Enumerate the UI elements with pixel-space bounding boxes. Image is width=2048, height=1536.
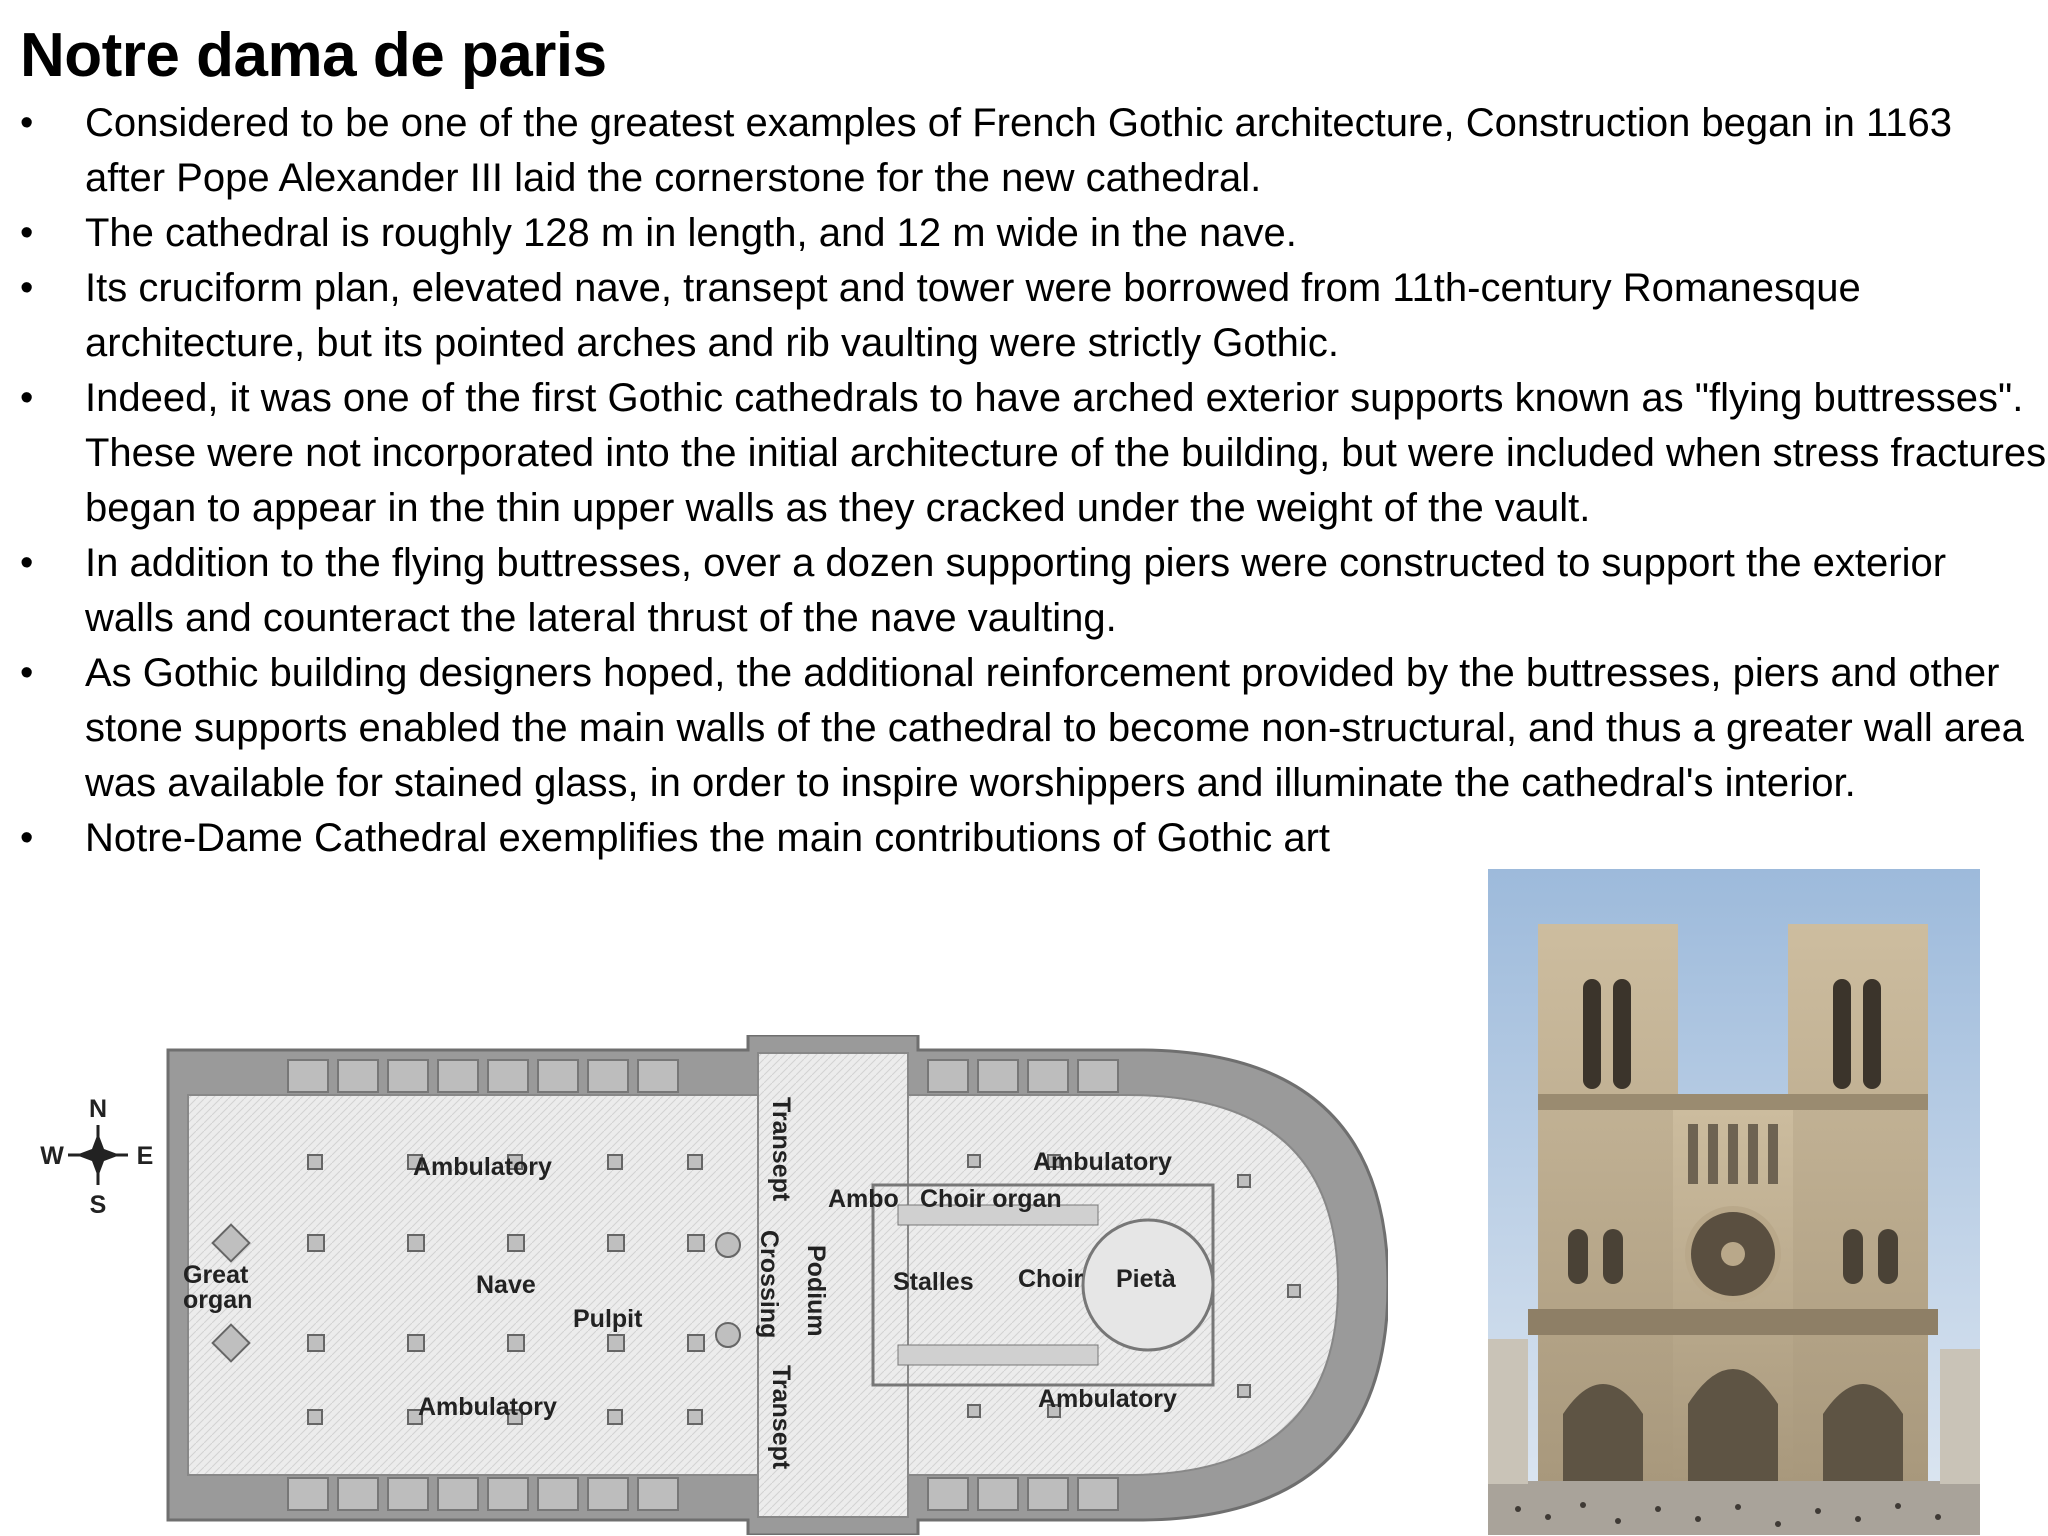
- plan-label-stalles: Stalles: [893, 1268, 974, 1296]
- plan-label-podium: Podium: [802, 1245, 830, 1337]
- bullet-text: The cathedral is roughly 128 m in length, and 12 m wide in the nave.: [85, 211, 1297, 255]
- bullet-text: In addition to the flying buttresses, over a dozen supporting piers were constructed to support the exterior walls and counteract the lateral thrust of the nave vaulting.: [85, 541, 1947, 640]
- plan-label-ambulatory: Ambulatory: [413, 1153, 552, 1181]
- bullet-icon: •: [20, 267, 34, 309]
- plan-label-choir-organ: Choir organ: [920, 1185, 1062, 1213]
- page-title: Notre dama de paris: [20, 21, 607, 90]
- plan-label-pieta: Pietà: [1116, 1265, 1176, 1293]
- bullet-item: [20, 371, 2048, 536]
- bullet-item: [20, 206, 2040, 261]
- plan-label-transept: Transept: [767, 1365, 795, 1470]
- plan-label-pulpit: Pulpit: [573, 1305, 643, 1333]
- bullet-item: [20, 811, 2040, 866]
- bullet-item: [20, 96, 2040, 206]
- plan-label-transept: Transept: [767, 1097, 795, 1202]
- bullet-item: [20, 536, 2040, 646]
- compass-n: N: [88, 1095, 108, 1123]
- plan-label-nave: Nave: [476, 1271, 536, 1299]
- compass-icon: [68, 1125, 128, 1185]
- bullet-text: Its cruciform plan, elevated nave, transept and tower were borrowed from 11th-century Romanesque architecture, but its pointed arches and rib vaulting were strictly Gothic.: [85, 266, 1861, 365]
- bullet-text: Considered to be one of the greatest examples of French Gothic architecture, Construction began in 1163 after Pope Alexander III laid the cornerstone for the new cathedral.: [85, 101, 1953, 200]
- bullet-item: [20, 261, 2040, 371]
- bullet-icon: •: [20, 652, 34, 694]
- plan-label-great: Great: [183, 1261, 249, 1289]
- cathedral-photo: [1488, 869, 1980, 1535]
- bullet-icon: •: [20, 542, 34, 584]
- bullet-list: [20, 96, 2047, 866]
- plan-label-ambulatory: Ambulatory: [1033, 1148, 1172, 1176]
- bullet-text: Notre-Dame Cathedral exemplifies the main contributions of Gothic art: [85, 816, 1330, 860]
- plan-label-organ: organ: [183, 1286, 253, 1314]
- compass-w: W: [40, 1142, 64, 1170]
- bullet-icon: •: [20, 212, 34, 254]
- compass-s: S: [89, 1191, 107, 1219]
- bullet-icon: •: [20, 377, 34, 419]
- bullet-item: [20, 646, 2045, 811]
- plan-label-ambulatory: Ambulatory: [1038, 1385, 1177, 1413]
- plan-label-crossing: Crossing: [755, 1230, 783, 1339]
- bullet-text: Indeed, it was one of the first Gothic cathedrals to have arched exterior supports known as "flying buttresses". These were not incorporated into the initial architecture of the building, but were included when stress fractures began to appear in the thin upper walls as they cracked under the weight of the vault.: [85, 376, 2047, 530]
- plan-label-ambulatory: Ambulatory: [418, 1393, 557, 1421]
- bullet-icon: •: [20, 102, 34, 144]
- bullet-text: As Gothic building designers hoped, the additional reinforcement provided by the buttresses, piers and other stone supports enabled the main walls of the cathedral to become non-structural, and thus a greater wall area was available for stained glass, in order to inspire worshippers and illuminate the cathedral's interior.: [85, 651, 2024, 805]
- bullet-icon: •: [20, 817, 34, 859]
- cathedral-floor-plan: [28, 1035, 1388, 1535]
- compass-e: E: [136, 1142, 154, 1170]
- plan-label-choir: Choir: [1018, 1265, 1084, 1293]
- plan-label-ambo: Ambo: [828, 1185, 899, 1213]
